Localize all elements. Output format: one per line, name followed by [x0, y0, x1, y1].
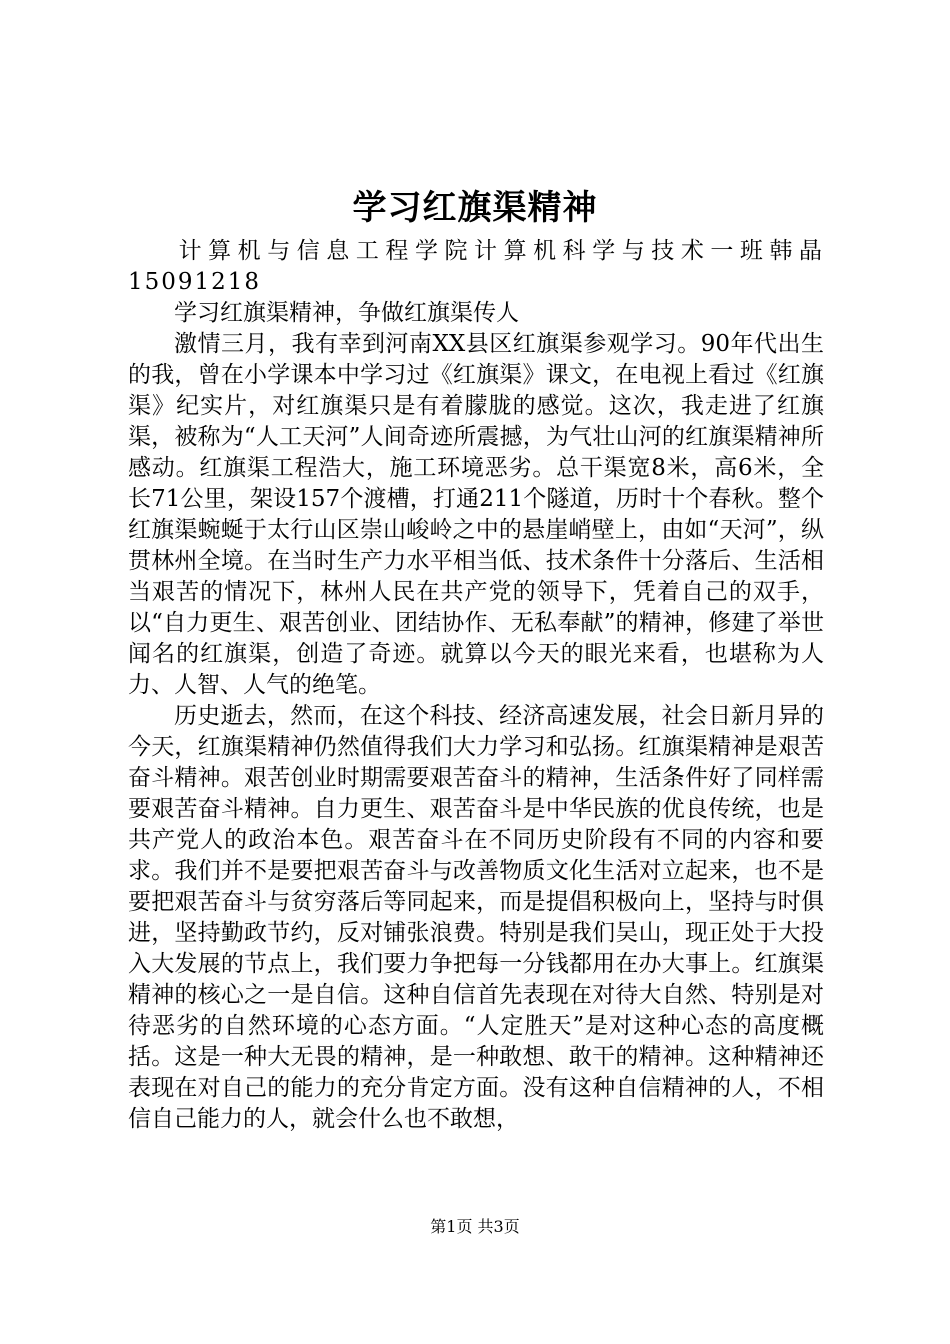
- author-line: 计算机与信息工程学院计算机科学与技术一班韩晶 15091218: [128, 238, 824, 295]
- paragraph-2: 历史逝去，然而，在这个科技、经济高速发展，社会日新月异的今天，红旗渠精神仍然值得我们大力学习和弘扬。红旗渠精神是艰苦奋斗精神。艰苦创业时期需要艰苦奋斗的精神，生活条件好了同样需要艰苦奋斗精神。自力更生、艰苦奋斗是中华民族的优良传统，也是共产党人的政治本色。艰苦奋斗在不同历史阶段有不同的内容和要求。我们并不是要把艰苦奋斗与改善物质文化生活对立起来，也不是要把艰苦奋斗与贫穷落后等同起来，而是提倡积极向上，坚持与时俱进，坚持勤政节约，反对铺张浪费。特别是我们吴山，现正处于大投入大发展的节点上，我们要力争把每一分钱都用在办大事上。红旗渠精神的核心之一是自信。这种自信首先表现在对待大自然、特别是对待恶劣的自然环境的心态方面。“人定胜天”是对这种心态的高度概括。这是一种大无畏的精神，是一种敢想、敢干的精神。这种精神还表现在对自己的能力的充分肯定方面。没有这种自信精神的人，不相信自己能力的人，就会什么也不敢想，: [128, 703, 824, 1132]
- document-body: [128, 236, 824, 1135]
- page-number-footer: 第1页 共3页: [430, 1217, 520, 1236]
- paragraph-1: 激情三月，我有幸到河南XX县区红旗渠参观学习。90年代出生的我，曾在小学课本中学习过《红旗渠》课文，在电视上看过《红旗渠》纪实片，对红旗渠只是有着朦胧的感觉。这次，我走进了红旗渠，被称为“人工天河”人间奇迹所震撼，为气壮山河的红旗渠精神所感动。红旗渠工程浩大，施工环境恶劣。总干渠宽8米，高6米，全长71公里，架设157个渡槽，打通211个隧道，历时十个春秋。整个红旗渠蜿蜒于太行山区崇山峻岭之中的悬崖峭壁上，由如“天河”，纵贯林州全境。在当时生产力水平相当低、技术条件十分落后、生活相当艰苦的情况下，林州人民在共产党的领导下，凭着自己的双手，以“自力更生、艰苦创业、团结协作、无私奉献”的精神，修建了举世闻名的红旗渠，创造了奇迹。就算以今天的眼光来看，也堪称为人力、人智、人气的绝笔。: [128, 331, 824, 698]
- page-title: 学习红旗渠精神: [352, 188, 598, 228]
- subtitle: 学习红旗渠精神，争做红旗渠传人: [174, 300, 519, 326]
